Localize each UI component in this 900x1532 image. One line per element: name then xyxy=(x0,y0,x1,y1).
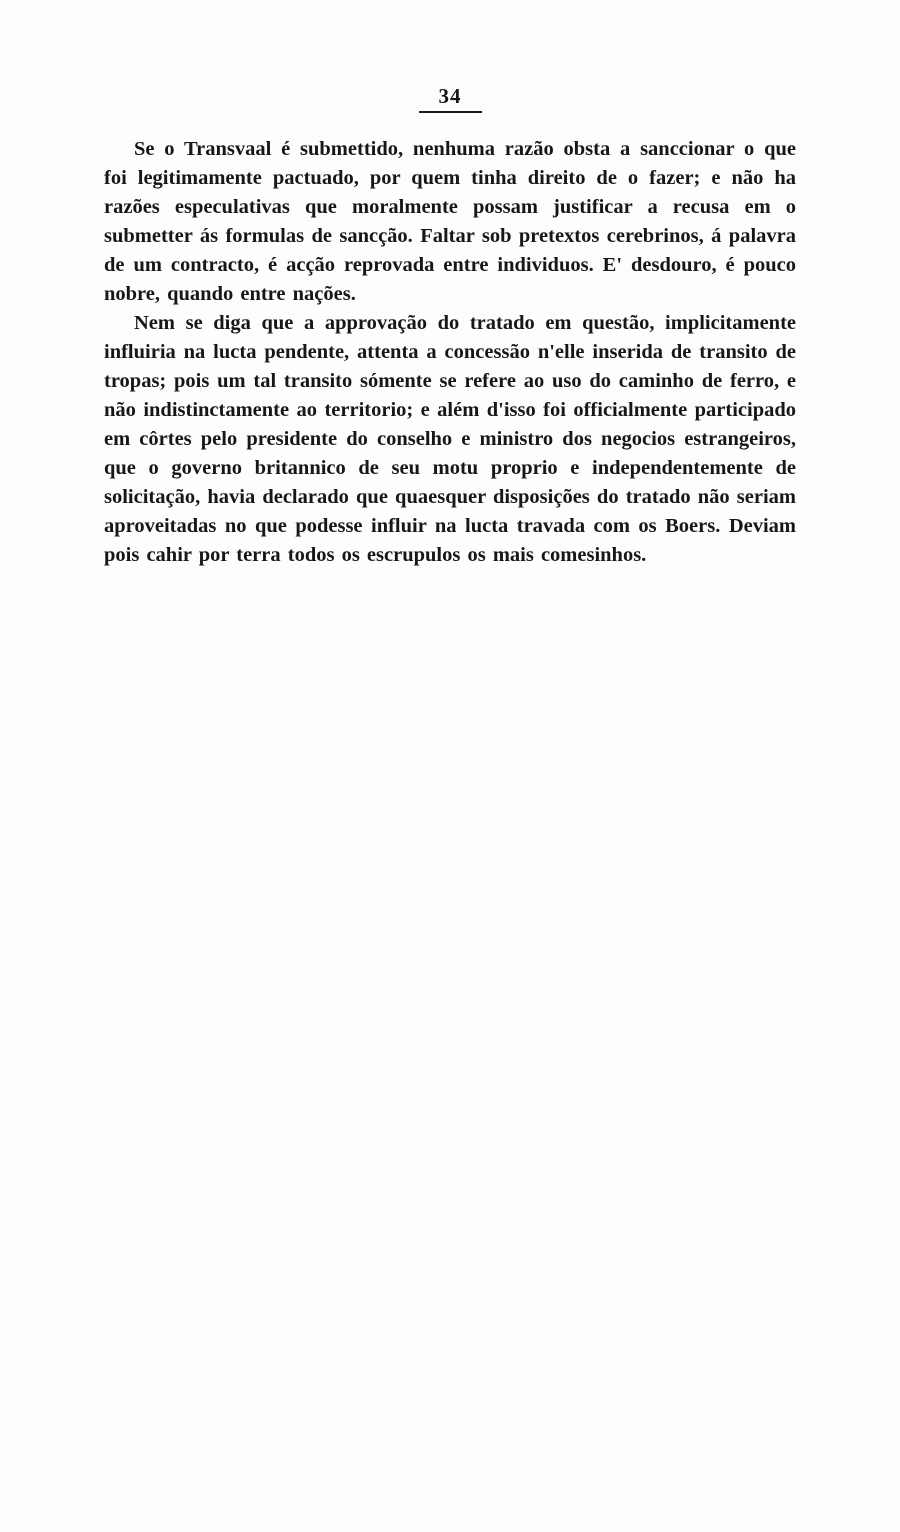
text-block xyxy=(104,135,796,570)
page-header xyxy=(0,0,900,113)
paragraph-2: Nem se diga que a approvação do tratado em questão, implicitamente influiria na lucta pendente, attenta a concessão n'elle inserida de transito de tropas; pois um tal transito sómente se refere ao uso do caminho de ferro, e não indistinctamente ao territorio; e além d'isso foi officialmente participado em côrtes pelo presidente do conselho e ministro dos negocios estrangeiros, que o governo britannico de seu motu proprio e independentemente de solicitação, havia declarado que quaesquer disposições do tratado não seriam aproveitadas no que podesse influir na lucta travada com os Boers. Deviam pois cahir por terra todos os escrupulos os mais comesinhos. xyxy=(104,312,796,566)
page-number: 34 xyxy=(419,84,482,113)
paragraph-1: Se o Transvaal é submettido, nenhuma razão obsta a sanccionar o que foi legitimamente pactuado, por quem tinha direito de o fazer; e não ha razões especulativas que moralmente possam justificar a recusa em o submetter ás formulas de sancção. Faltar sob pretextos cerebrinos, á palavra de um contracto, é acção reprovada entre individuos. E' desdouro, é pouco nobre, quando entre nações. xyxy=(104,138,796,305)
